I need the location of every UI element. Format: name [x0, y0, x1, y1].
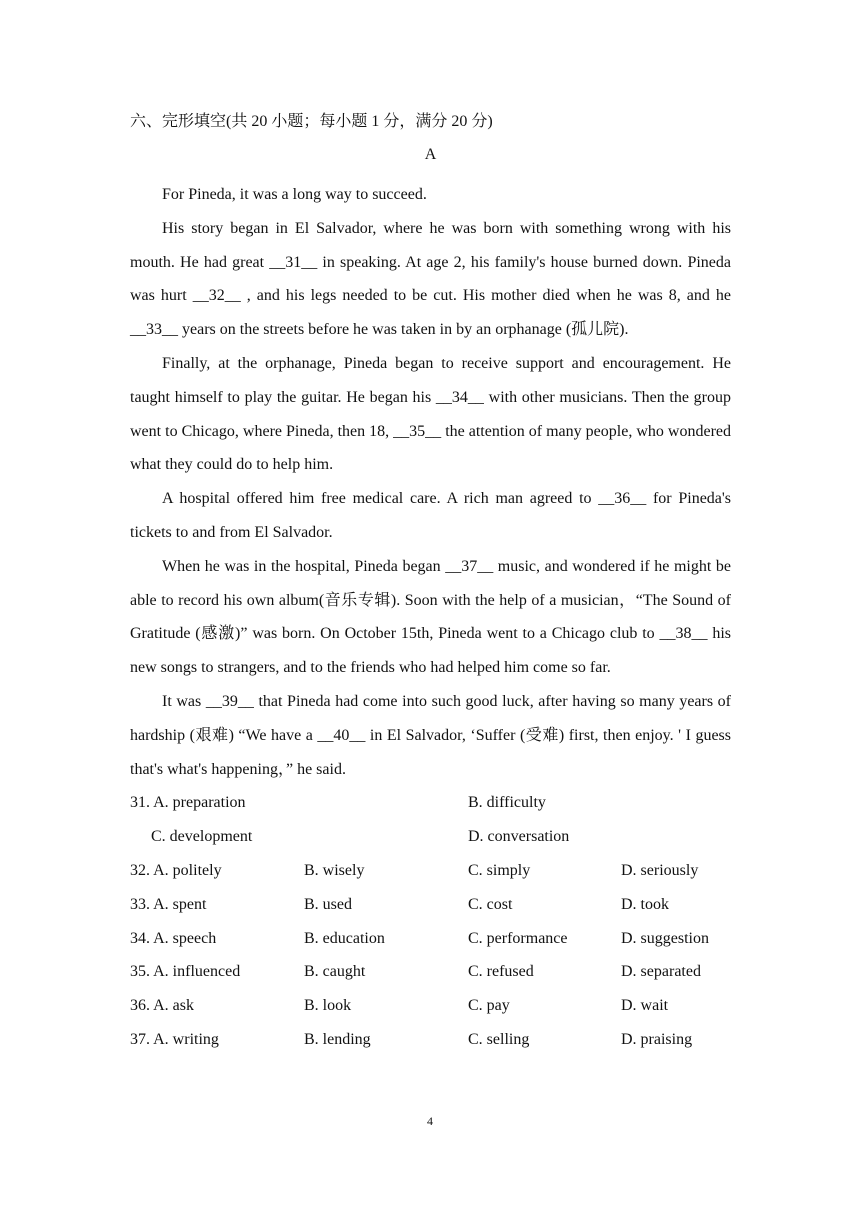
question-number: 36.: [130, 997, 150, 1015]
question-number: 37.: [130, 1030, 150, 1048]
question-row-31-cont: [130, 820, 731, 854]
paragraph: A hospital offered him free medical care. A rich man agreed to __36__ for Pineda's tickets to and from El Salvador.: [130, 490, 731, 541]
passage: [130, 178, 731, 786]
question-row-37: [130, 1023, 731, 1057]
question-row-31: [130, 786, 731, 820]
option-a: 33. A. spent: [130, 895, 207, 913]
option-d: D. conversation: [468, 828, 570, 846]
document-page: [130, 110, 731, 1057]
option-c: C. development: [151, 828, 253, 846]
option-b: B. education: [304, 929, 385, 947]
option-c: C. selling: [468, 1030, 530, 1048]
question-row-35: [130, 955, 731, 989]
option-b: B. lending: [304, 1030, 371, 1048]
option-a: 37. A. writing: [130, 1030, 219, 1048]
paragraph: When he was in the hospital, Pineda began __37__ music, and wondered if he might be able to record his own album(音乐专辑). Soon with the help of a musician，“The Sound of Gratitude (感激)” was born. On October 15th, Pineda went to a Chicago club to __38__ his new songs to strangers, and to the friends who had helped him come so far.: [130, 557, 731, 677]
option-b: B. used: [304, 895, 352, 913]
option-c: C. performance: [468, 929, 568, 947]
option-a: 32. A. politely: [130, 861, 222, 879]
page-number: 4: [427, 1114, 433, 1128]
section-title: 六、完形填空(共 20 小题；每小题 1 分，满分 20 分): [130, 113, 493, 130]
option-a: 35. A. influenced: [130, 963, 241, 981]
question-row-33: [130, 888, 731, 922]
question-options: [130, 786, 731, 1056]
question-number: 32.: [130, 861, 150, 879]
paragraph: It was __39__ that Pineda had come into such good luck, after having so many years of hardship (艰难) “We have a __40__ in El Salvador, ‘Suffer (受难) first, then enjoy. ' I guess that's what's happening，” he said.: [130, 692, 731, 778]
option-c: C. refused: [468, 963, 534, 981]
option-b: B. caught: [304, 963, 366, 981]
question-number: 33.: [130, 895, 150, 913]
option-d: D. separated: [621, 963, 701, 981]
paragraph: His story began in El Salvador, where he was born with something wrong with his mouth. He had great __31__ in speaking. At age 2, his family's house burned down. Pineda was hurt __32__ , and his legs needed to be cut. His mother died when he was 8, and he __33__ years on the streets before he was taken in by an orphanage (孤儿院).: [130, 219, 731, 339]
option-b: B. wisely: [304, 861, 365, 879]
question-number: 34.: [130, 929, 150, 947]
option-b: B. difficulty: [468, 794, 546, 812]
option-a: 36. A. ask: [130, 997, 195, 1015]
option-d: D. praising: [621, 1030, 693, 1048]
question-row-36: [130, 989, 731, 1023]
question-row-34: [130, 922, 731, 956]
question-row-32: [130, 854, 731, 888]
option-d: D. suggestion: [621, 929, 709, 947]
passage-label: A: [424, 146, 437, 163]
option-c: C. cost: [468, 895, 513, 913]
option-a: 31. A. preparation: [130, 794, 246, 812]
option-c: C. simply: [468, 861, 531, 879]
option-d: D. wait: [621, 997, 669, 1015]
paragraph: Finally, at the orphanage, Pineda began to receive support and encouragement. He taught himself to play the guitar. He began his __34__ with other musicians. Then the group went to Chicago, where Pineda, then 18, __35__ the attention of many people, who wondered what they could do to help him.: [130, 354, 731, 474]
question-number: 31.: [130, 794, 150, 812]
option-a: 34. A. speech: [130, 929, 217, 947]
question-number: 35.: [130, 963, 150, 981]
option-c: C. pay: [468, 997, 510, 1015]
paragraph: For Pineda, it was a long way to succeed.: [162, 186, 427, 203]
option-b: B. look: [304, 997, 352, 1015]
option-d: D. took: [621, 895, 669, 913]
option-d: D. seriously: [621, 861, 699, 879]
